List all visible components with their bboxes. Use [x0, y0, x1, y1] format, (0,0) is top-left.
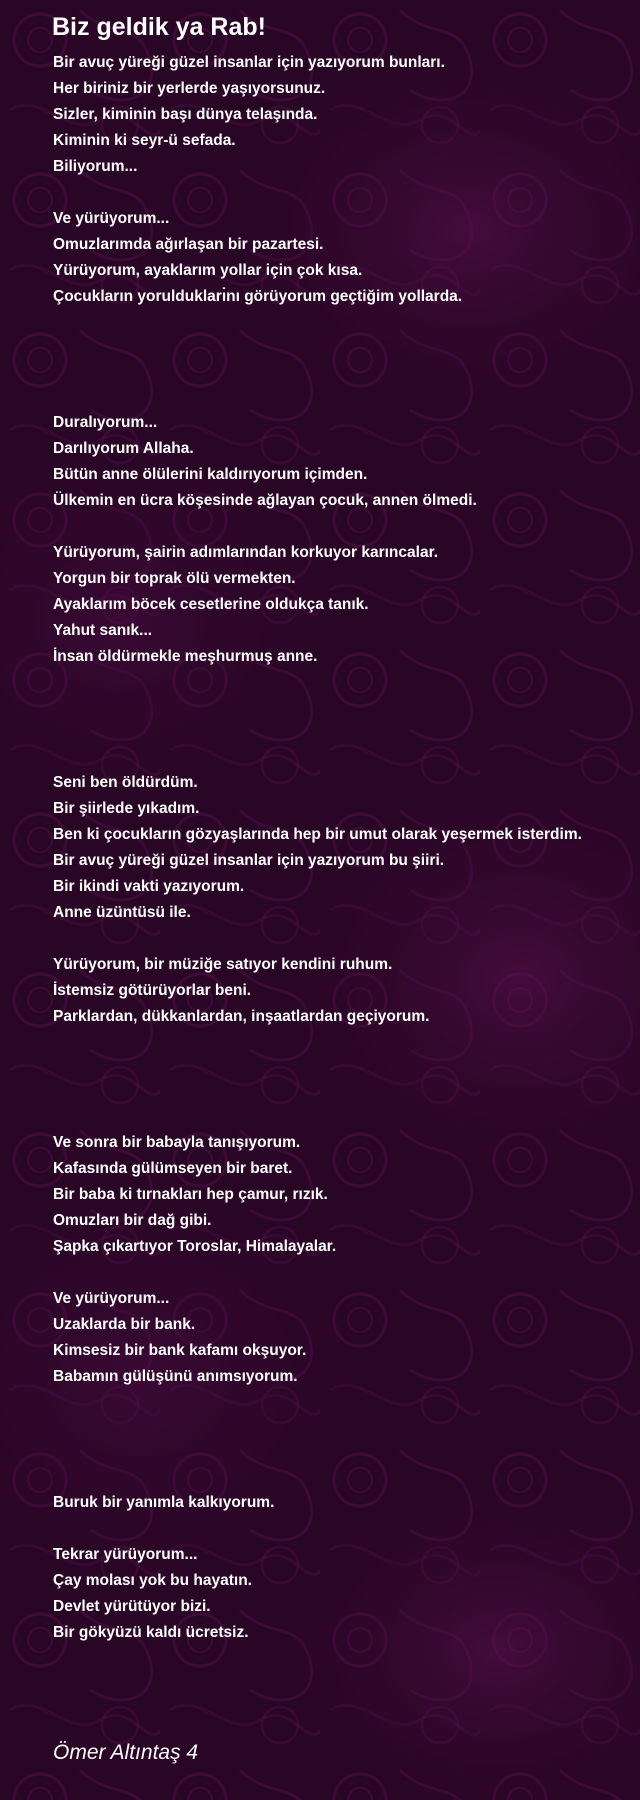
poem-line: Seni ben öldürdüm.: [53, 774, 198, 791]
poem-line: Ve sonra bir babayla tanışıyorum.: [53, 1134, 301, 1151]
poem-line: Ve yürüyorum...: [53, 210, 170, 227]
poem-line: Darılıyorum Allaha.: [53, 440, 194, 457]
poem-line: Çay molası yok bu hayatın.: [53, 1572, 252, 1589]
poem-line: Yürüyorum, bir müziğe satıyor kendini ruhum.: [53, 956, 393, 973]
poem-line: Kiminin ki seyr-ü sefada.: [53, 132, 236, 149]
poem-line: İnsan öldürmekle meşhurmuş anne.: [53, 648, 318, 665]
poem-line: Bir avuç yüreği güzel insanlar için yazıyorum bunları.: [53, 54, 445, 71]
poem-line: Devlet yürütüyor bizi.: [53, 1598, 211, 1615]
poem-line: Omuzlarımda ağırlaşan bir pazartesi.: [53, 236, 324, 253]
poem-line: Tekrar yürüyorum...: [53, 1546, 198, 1563]
poem-line: Parklardan, dükkanlardan, inşaatlardan geçiyorum.: [53, 1008, 430, 1025]
poem-line: Yahut sanık...: [53, 622, 153, 639]
poem-line: Bütün anne ölülerini kaldırıyorum içimden.: [53, 466, 368, 483]
poem-line: Kimsesiz bir bank kafamı okşuyor.: [53, 1342, 307, 1359]
poem-line: Uzaklarda bir bank.: [53, 1316, 196, 1333]
poem-line: Yürüyorum, ayaklarım yollar için çok kısa.: [53, 262, 363, 279]
poem-line: Babamın gülüşünü anımsıyorum.: [53, 1368, 298, 1385]
poem-line: Şapka çıkartıyor Toroslar, Himalayalar.: [53, 1238, 337, 1255]
poem-title: Biz geldik ya Rab!: [52, 13, 266, 41]
poem-line: Ben ki çocukların gözyaşlarında hep bir umut olarak yeşermek isterdim.: [53, 826, 582, 843]
poem-line: Bir ikindi vakti yazıyorum.: [53, 878, 245, 895]
poem-line: Yorgun bir toprak ölü vermekten.: [53, 570, 296, 587]
poem-line: Buruk bir yanımla kalkıyorum.: [53, 1494, 275, 1511]
poem-line: Çocukların yoruldukları̇nı görüyorum geçtiğim yollarda.: [53, 288, 463, 305]
poem-line: Ülkemin en ücra köşesinde ağlayan çocuk, annen ölmedi.: [53, 492, 477, 509]
poem-line: Bir gökyüzü kaldı ücretsiz.: [53, 1624, 249, 1641]
poem-line: Biliyorum...: [53, 158, 138, 175]
poem-line: Bir baba ki tırnakları hep çamur, rızık.: [53, 1186, 328, 1203]
poem-author: Ömer Altıntaş 4: [53, 1741, 199, 1764]
poem-line: Ve yürüyorum...: [53, 1290, 170, 1307]
poem-line: Bir şiirlede yıkadım.: [53, 800, 200, 817]
poem-line: Her biriniz bir yerlerde yaşıyorsunuz.: [53, 80, 326, 97]
poem-line: İstemsiz götürüyorlar beni.: [53, 982, 252, 999]
poem-line: Sizler, kiminin başı dünya telaşında.: [53, 106, 318, 123]
poem-line: Kafasında gülümseyen bir baret.: [53, 1160, 293, 1177]
poem-line: Anne üzüntüsü ile.: [53, 904, 191, 921]
poem-line: Omuzları bir dağ gibi.: [53, 1212, 212, 1229]
poem-line: Ayaklarım böcek cesetlerine oldukça tanık.: [53, 596, 369, 613]
poem-line: Yürüyorum, şairin adımlarından korkuyor karıncalar.: [53, 544, 439, 561]
poem-line: Duralıyorum...: [53, 414, 158, 431]
poem-line: Bir avuç yüreği güzel insanlar için yazıyorum bu şiiri.: [53, 852, 445, 869]
